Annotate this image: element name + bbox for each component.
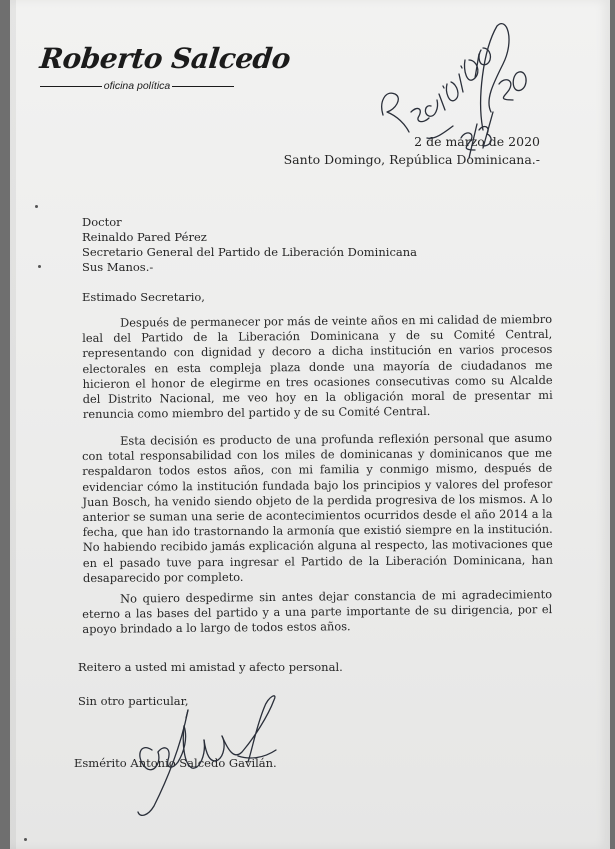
place-line: Santo Domingo, República Dominicana.-: [283, 152, 540, 167]
letterhead-name: Roberto Salcedo: [38, 42, 292, 75]
paragraph-1: Después de permanecer por más de veinte años en mi calidad de miembro leal del Partido de la Liberación Dominicana y de su Comité Central, representando con dignidad y decoro a dicha institución en varios procesos electorales en esta compleja plaza donde una mayoría de ciudadanos me hicieron el honor de elegirme en tres ocasiones consecutivas como su Alcalde del Distrito Nacional, me veo hoy en la obligación moral de presentar mi renuncia como miembro del partido y de su Comité Central.: [82, 311, 553, 422]
letterhead-subtitle: oficina política: [103, 80, 171, 92]
closing-line: Reitero a usted mi amistad y afecto personal.: [78, 660, 343, 674]
addressee-position: Secretario General del Partido de Liberación Dominicana: [82, 245, 417, 259]
date-line: 2 de marzo de 2020: [414, 134, 540, 149]
paper-speck: [38, 265, 41, 268]
closing-sign-off: Sin otro particular,: [78, 694, 189, 708]
letterhead-rule-right: [172, 86, 234, 87]
date-block: [284, 133, 540, 169]
letterhead-subtitle-row: [40, 80, 234, 92]
addressee-block: [82, 215, 417, 275]
salutation: Estimado Secretario,: [82, 290, 205, 304]
page-edge-shadow: [10, 0, 16, 849]
paragraph-3: No quiero despedirme sin antes dejar constancia de mi agradecimiento eterno a las bases del partido y a una parte importante de su dirigencia, por el apoyo brindado a lo largo de todos estos años.: [82, 587, 553, 637]
paragraph-2: Esta decisión es producto de una profunda reflexión personal que asumo con total responsabilidad con los miles de dominicanas y dominicanos que me respaldaron todos estos años, con mi familia y conmigo mismo, después de evidenciar cómo la institución fundada bajo los principios y valores del profesor Juan Bosch, ha venido siendo objeto de la perdida progresiva de los mismos. A lo anterior se suman una serie de acontecimientos ocurridos desde el año 2014 a la fecha, que han ido trastornando la armonía que existió siempre en la institución. No habiendo recibido jamás explicación alguna al respecto, las motivaciones que en el pasado tuve para ingresar el Partido de la Liberación Dominicana, han desaparecido por completo.: [82, 430, 553, 585]
addressee-delivery: Sus Manos.-: [82, 260, 154, 274]
addressee-name: Reinaldo Pared Pérez: [82, 230, 207, 244]
addressee-title: Doctor: [82, 215, 122, 229]
paper-speck: [24, 838, 27, 841]
paper-speck: [35, 205, 38, 208]
letterhead-rule-left: [40, 86, 102, 87]
signer-name: Esmérito Antonio Salcedo Gavilán.: [74, 756, 277, 770]
letter-page: [10, 0, 610, 849]
handwritten-signature: [118, 690, 288, 820]
